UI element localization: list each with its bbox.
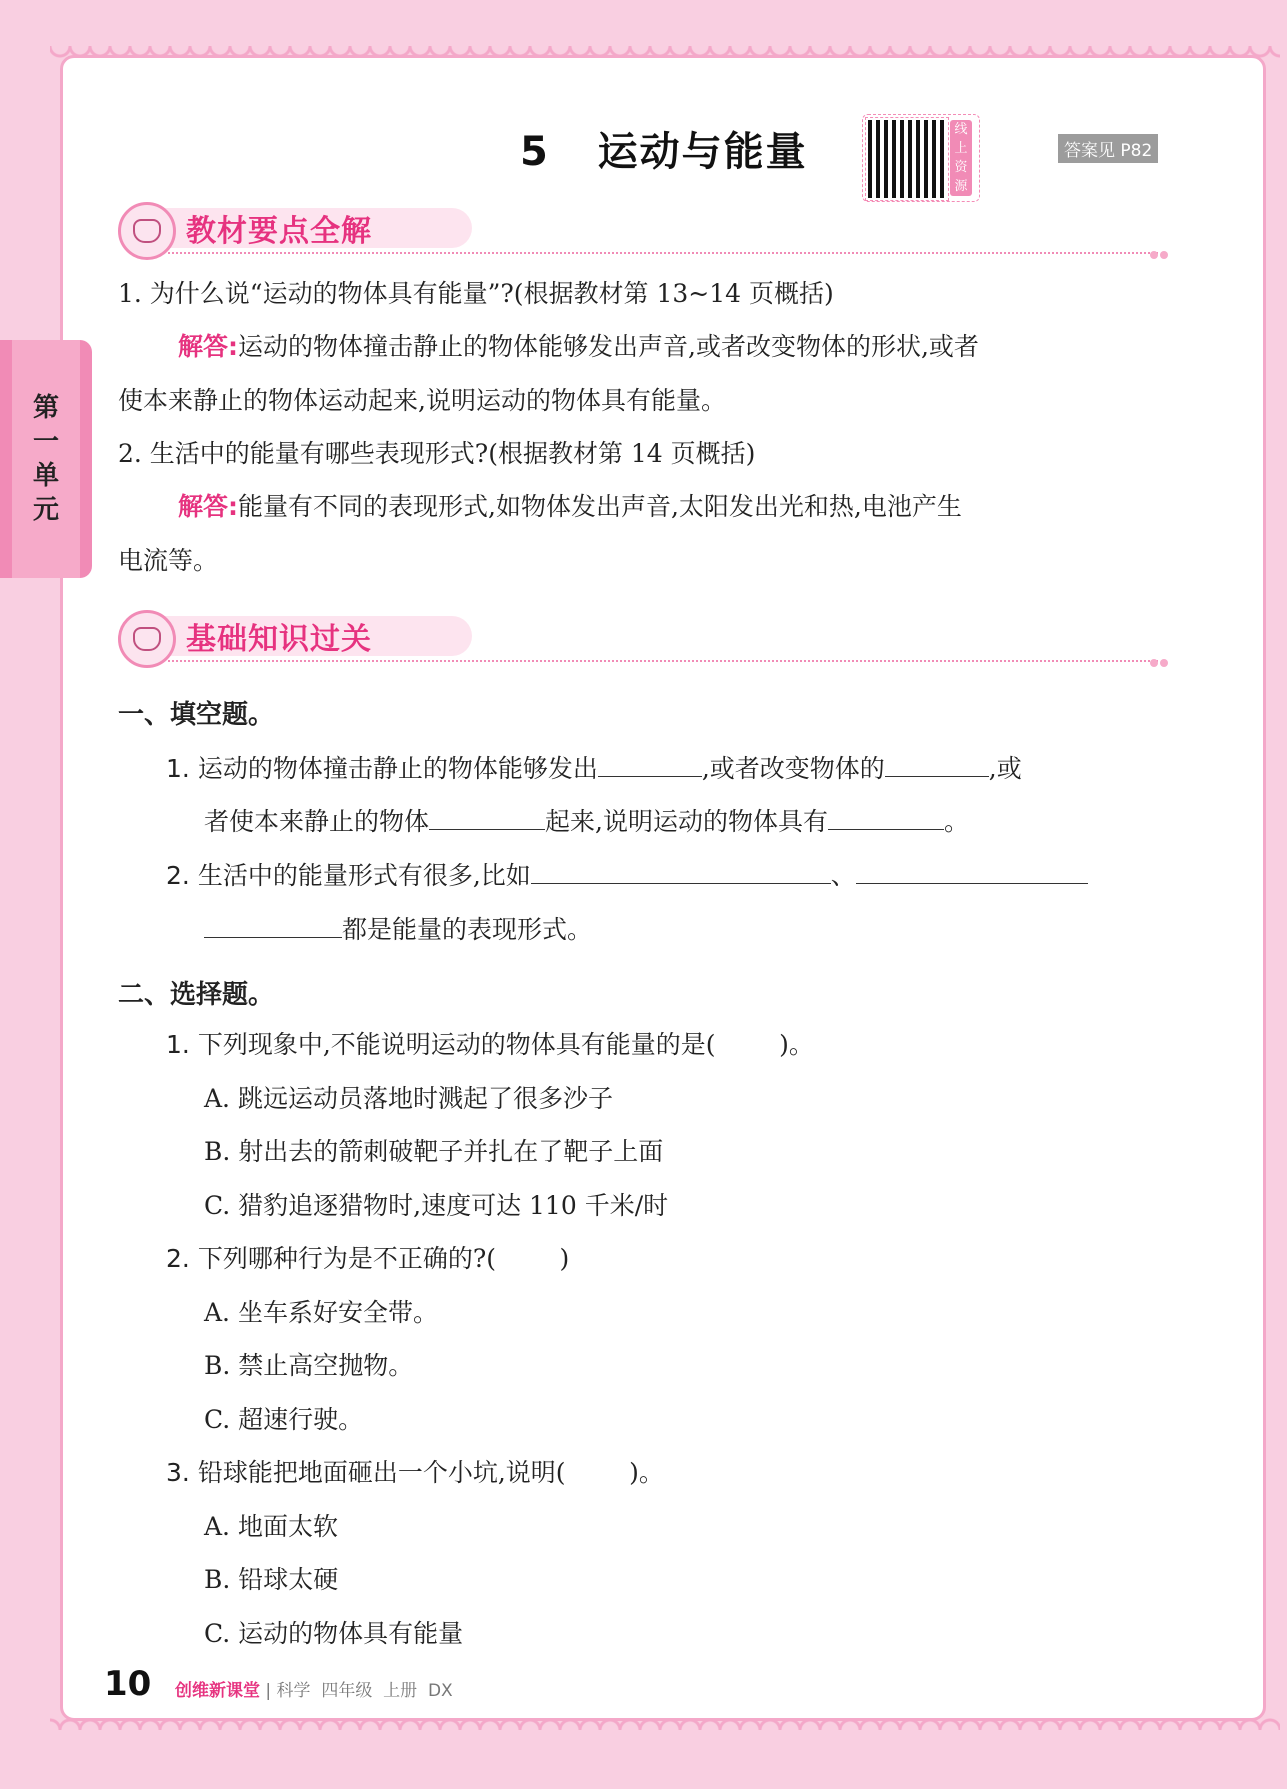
question-number: 1. [166,754,190,783]
question-text: 者使本来静止的物体 [204,807,430,836]
bottom-wave-border [50,1712,1280,1730]
section-title: 教材要点全解 [186,214,372,249]
choice-question-2 [166,1242,569,1276]
choice-option[interactable]: B. 禁止高空抛物。 [204,1351,414,1380]
section-header-key-points [118,198,1168,256]
fill-question-2-line-2 [204,909,592,947]
qr-label-char: 上 [954,141,968,156]
fill-question-1-line-2 [204,801,969,839]
choice-option[interactable]: A. 坐车系好安全带。 [204,1298,438,1327]
part-choice-title: 二、选择题。 [118,980,275,1010]
unit-tab-char: 一 [32,427,59,457]
choice-option[interactable]: B. 射出去的箭刺破靶子并扎在了靶子上面 [204,1137,664,1166]
question-number: 3. [166,1458,190,1487]
footer-info [175,1676,453,1701]
answer-blank[interactable] [204,909,342,938]
choice-option[interactable]: C. 猎豹追逐猎物时,速度可达 110 千米/时 [204,1191,669,1220]
question-number: 2. [166,1244,190,1273]
question-number: 2. [166,861,190,890]
qr-label-char: 线 [954,122,968,137]
answer-text: 能量有不同的表现形式,如物体发出声音,太阳发出光和热,电池产生 [238,492,962,521]
choice-option[interactable]: C. 运动的物体具有能量 [204,1619,464,1648]
section-title: 基础知识过关 [186,622,372,657]
unit-tab-char: 单 [32,461,59,491]
page-number: 10 [104,1664,152,1704]
section-header-basic-knowledge [118,606,1168,664]
answer-blank[interactable] [856,855,1088,884]
choice-question-1 [166,1028,814,1062]
unit-tab [0,340,92,578]
unit-tab-char: 第 [32,393,59,423]
question-text: ,或 [988,754,1022,783]
question-text: 运动的物体撞击静止的物体能够发出 [197,754,598,783]
qr-label-char: 源 [954,179,968,194]
dots-decoration-icon [1148,244,1168,263]
qr-code-icon[interactable] [866,118,948,200]
page-title: 5 运动与能量 [520,129,808,175]
question-text: 。 [943,807,969,836]
question-number: 1. [166,1030,190,1059]
question-text: 下列现象中,不能说明运动的物体具有能量的是( )。 [197,1030,814,1059]
choice-option[interactable]: A. 地面太软 [204,1512,338,1541]
answer-1-line-1 [178,330,979,364]
footer-brand: 创维新课堂 [175,1681,260,1701]
answer-2-line-1 [178,490,962,524]
qr-label-char: 资 [954,160,968,175]
choice-option[interactable]: B. 铅球太硬 [204,1565,339,1594]
answer-blank[interactable] [828,801,944,830]
answer-text: 运动的物体撞击静止的物体能够发出声音,或者改变物体的形状,或者 [238,332,979,361]
answer-blank[interactable] [531,855,831,884]
answer-label: 解答: [178,332,238,361]
answer-blank[interactable] [885,748,989,777]
answer-blank[interactable] [429,801,545,830]
answer-blank[interactable] [598,748,702,777]
part-fill-in-title: 一、填空题。 [118,700,275,730]
answer-1-line-2: 使本来静止的物体运动起来,说明运动的物体具有能量。 [118,386,726,415]
dots-decoration-icon [1148,652,1168,671]
fill-question-2-line-1 [166,855,1088,893]
choice-option[interactable]: C. 超速行驶。 [204,1405,364,1434]
question-text: 下列哪种行为是不正确的?( ) [197,1244,570,1273]
qr-label [950,120,972,196]
question-text: ,或者改变物体的 [701,754,885,783]
answer-reference-badge: 答案见 P82 [1058,134,1158,163]
question-text: 起来,说明运动的物体具有 [545,807,828,836]
question-1: 1. 为什么说“运动的物体具有能量”?(根据教材第 13~14 页概括) [118,279,834,308]
question-text: 铅球能把地面砸出一个小坑,说明( )。 [197,1458,664,1487]
question-text: 、 [830,861,856,890]
question-text: 都是能量的表现形式。 [342,915,593,944]
footer-book-info: | 科学 四年级 上册 DX [260,1681,453,1701]
answer-label: 解答: [178,492,238,521]
choice-option[interactable]: A. 跳远运动员落地时溅起了很多沙子 [204,1084,613,1113]
question-text: 生活中的能量形式有很多,比如 [197,861,531,890]
question-2: 2. 生活中的能量有哪些表现形式?(根据教材第 14 页概括) [118,439,756,468]
section-divider [168,252,1158,254]
answer-2-line-2: 电流等。 [118,546,219,575]
section-divider [168,660,1158,662]
fill-question-1-line-1 [166,748,1022,786]
unit-tab-char: 元 [32,495,59,525]
choice-question-3 [166,1456,664,1490]
